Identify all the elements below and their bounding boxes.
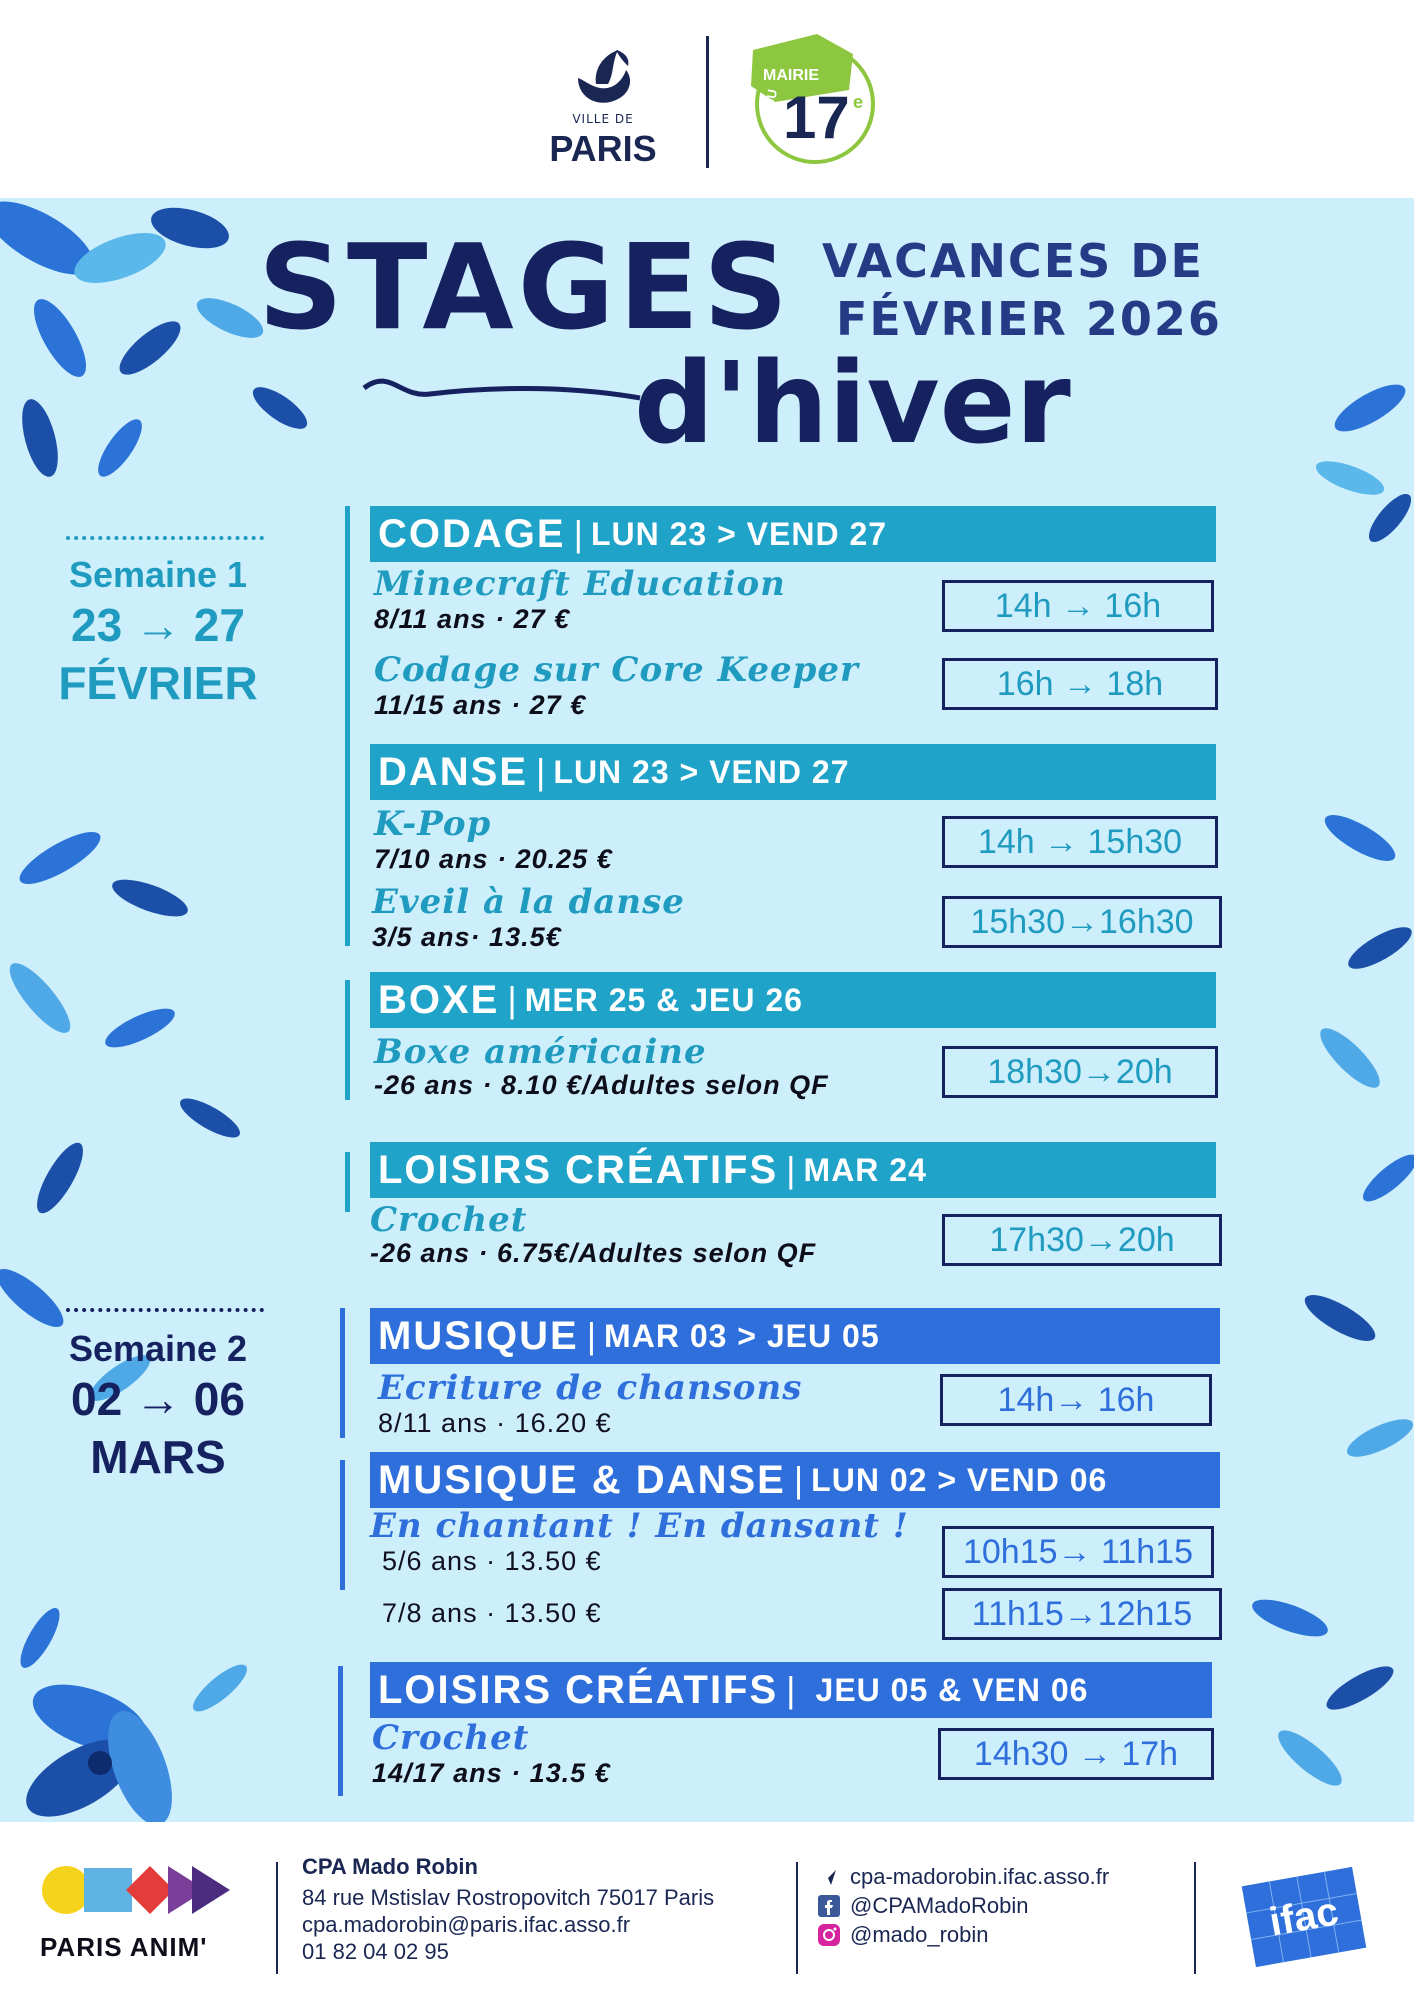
paris-ship-icon xyxy=(538,40,668,115)
title-swoosh-icon xyxy=(360,358,660,418)
week-2-month: MARS xyxy=(90,1431,226,1483)
bar-separator: | xyxy=(573,513,583,554)
mairie-du-label: DU xyxy=(762,88,781,110)
time-slot: 15h30→16h30 xyxy=(942,896,1222,948)
activity-info: 8/11 ans · 16.20 € xyxy=(378,1408,612,1438)
bar-separator: | xyxy=(786,1669,796,1710)
paris-anim-logo xyxy=(40,1862,250,1972)
paris-anim-label: PARIS ANIM' xyxy=(40,1932,208,1962)
bar-separator: | xyxy=(586,1315,597,1356)
week-1-title: Semaine 1 xyxy=(68,554,248,595)
activity-info: 5/6 ans · 13.50 € xyxy=(382,1546,602,1576)
time-slot: 14h30 → 17h xyxy=(938,1728,1214,1780)
title-hiver: d'hiver xyxy=(634,339,1071,469)
activity-info: 7/10 ans · 20.25 € xyxy=(374,844,613,874)
footer-divider-2 xyxy=(796,1862,798,1974)
time-slot: 14h→ 16h xyxy=(940,1374,1212,1426)
section-dates: MER 25 & JEU 26 xyxy=(524,981,803,1018)
activity-info: 11/15 ans · 27 € xyxy=(374,690,587,720)
section-dates: LUN 23 > VEND 27 xyxy=(553,753,850,790)
mairie-number: 17 xyxy=(783,84,850,151)
section-bar-musique xyxy=(370,1308,1220,1364)
footer-divider-1 xyxy=(276,1862,278,1974)
instagram-link[interactable] xyxy=(818,1920,1109,1949)
cpa-name: CPA Mado Robin xyxy=(302,1854,478,1879)
section-bar-loisirs-creatifs-1 xyxy=(370,1142,1216,1198)
section-rule-boxe xyxy=(345,980,350,1100)
mairie-17-logo xyxy=(745,32,885,172)
section-rule-codage-danse xyxy=(345,506,350,946)
footer-divider-3 xyxy=(1194,1862,1196,1974)
header xyxy=(0,0,1414,198)
ifac-label: ifac xyxy=(1266,1889,1342,1945)
activity-info: -26 ans · 6.75€/Adultes selon QF xyxy=(370,1238,817,1268)
section-bar-loisirs-creatifs-2 xyxy=(370,1662,1212,1718)
week-1-label xyxy=(40,554,276,710)
section-dates: MAR 03 > JEU 05 xyxy=(604,1317,880,1354)
week-2-dotted-line xyxy=(66,1308,264,1312)
time-slot: 14h → 16h xyxy=(942,580,1214,632)
cpa-email[interactable]: cpa.madorobin@paris.ifac.asso.fr xyxy=(302,1912,631,1937)
time-slot: 18h30→20h xyxy=(942,1046,1218,1098)
activity-name: Ecriture de chansons xyxy=(378,1368,803,1408)
bar-separator: | xyxy=(507,979,517,1020)
activity-name: Eveil à la danse xyxy=(372,882,685,922)
section-dates: LUN 23 > VEND 27 xyxy=(590,515,888,552)
section-bar-boxe xyxy=(370,972,1216,1028)
week-1-dotted-line xyxy=(66,536,264,540)
paris-anim-shapes-icon xyxy=(40,1862,240,1922)
ville-de-label: VILLE DE xyxy=(572,112,634,126)
activity-name: Codage sur Core Keeper xyxy=(374,650,859,690)
instagram-text: @mado_robin xyxy=(850,1921,989,1947)
activity-info: 3/5 ans· 13.5€ xyxy=(372,922,562,952)
section-name: CODAGE xyxy=(378,511,566,556)
section-dates: JEU 05 & VEN 06 xyxy=(815,1671,1089,1708)
section-name: BOXE xyxy=(378,977,500,1022)
week-2-title: Semaine 2 xyxy=(68,1328,248,1369)
leaves-right-icon xyxy=(1290,798,1414,1498)
main-panel xyxy=(0,198,1414,1822)
section-name: MUSIQUE & DANSE xyxy=(378,1457,786,1502)
section-bar-codage xyxy=(370,506,1216,562)
activity-name: Crochet xyxy=(370,1200,528,1240)
activity-name: En chantant ! En dansant ! xyxy=(370,1506,909,1546)
title-stages: STAGES xyxy=(258,218,793,356)
cpa-contact-block xyxy=(302,1854,714,1965)
section-name: DANSE xyxy=(378,749,529,794)
time-slot: 14h → 15h30 xyxy=(942,816,1218,868)
section-bar-musique-danse xyxy=(370,1452,1220,1508)
social-links xyxy=(818,1862,1109,1949)
time-slot: 16h → 18h xyxy=(942,658,1218,710)
footer xyxy=(0,1822,1414,2000)
flower-bottom-left-icon xyxy=(0,1598,300,1822)
mairie-label: MAIRIE xyxy=(763,67,819,84)
week-1-month: FÉVRIER xyxy=(58,657,258,709)
leaves-top-right-icon xyxy=(1280,368,1414,548)
activity-name: Boxe américaine xyxy=(374,1032,707,1072)
header-divider xyxy=(706,36,709,168)
website-link[interactable] xyxy=(818,1862,1109,1891)
time-slot: 10h15→ 11h15 xyxy=(942,1526,1214,1578)
ville-de-paris-logo xyxy=(538,40,668,169)
section-name: MUSIQUE xyxy=(378,1313,579,1358)
facebook-link[interactable] xyxy=(818,1891,1109,1920)
activity-info: 14/17 ans · 13.5 € xyxy=(372,1758,611,1788)
paris-label: PARIS xyxy=(549,128,657,169)
website-text: cpa-madorobin.ifac.asso.fr xyxy=(850,1863,1110,1889)
facebook-icon xyxy=(818,1895,840,1917)
section-rule-musique-danse xyxy=(340,1460,345,1590)
week-1-dates: 23 → 27 xyxy=(71,599,245,651)
bar-separator: | xyxy=(536,751,546,792)
bar-separator: | xyxy=(786,1149,796,1190)
section-rule-loisirs-2 xyxy=(338,1666,343,1796)
activity-name: K-Pop xyxy=(374,804,492,844)
section-name: LOISIRS CRÉATIFS xyxy=(378,1667,779,1712)
facebook-text: @CPAMadoRobin xyxy=(850,1892,1029,1918)
vacances-line-1: VACANCES DE xyxy=(822,234,1204,288)
section-rule-loisirs-1 xyxy=(345,1152,350,1212)
vacances-line-2: FÉVRIER 2026 xyxy=(836,292,1222,346)
activity-info: 7/8 ans · 13.50 € xyxy=(382,1598,602,1628)
section-rule-musique xyxy=(340,1308,345,1438)
mairie-suffix: e xyxy=(853,92,864,112)
time-slot: 11h15→12h15 xyxy=(942,1588,1222,1640)
section-dates: MAR 24 xyxy=(803,1151,927,1188)
cpa-address: 84 rue Mstislav Rostropovitch 75017 Paris xyxy=(302,1885,715,1910)
time-slot: 17h30→20h xyxy=(942,1214,1222,1266)
week-2-dates: 02 → 06 xyxy=(71,1373,245,1425)
activity-name: Minecraft Education xyxy=(374,564,786,604)
activity-info: -26 ans · 8.10 €/Adultes selon QF xyxy=(374,1070,829,1100)
bar-separator: | xyxy=(793,1459,804,1500)
section-dates: LUN 02 > VEND 06 xyxy=(811,1461,1108,1498)
section-bar-danse xyxy=(370,744,1216,800)
week-2-label xyxy=(40,1328,276,1484)
activity-name: Crochet xyxy=(372,1718,530,1758)
leaves-bottom-right-icon xyxy=(1230,1578,1414,1822)
cursor-arrow-icon xyxy=(818,1866,840,1888)
cpa-phone[interactable]: 01 82 04 02 95 xyxy=(302,1939,449,1964)
activity-info: 8/11 ans · 27 € xyxy=(374,604,571,634)
section-name: LOISIRS CRÉATIFS xyxy=(378,1147,779,1192)
instagram-icon xyxy=(818,1924,840,1946)
ifac-logo xyxy=(1234,1862,1374,1972)
